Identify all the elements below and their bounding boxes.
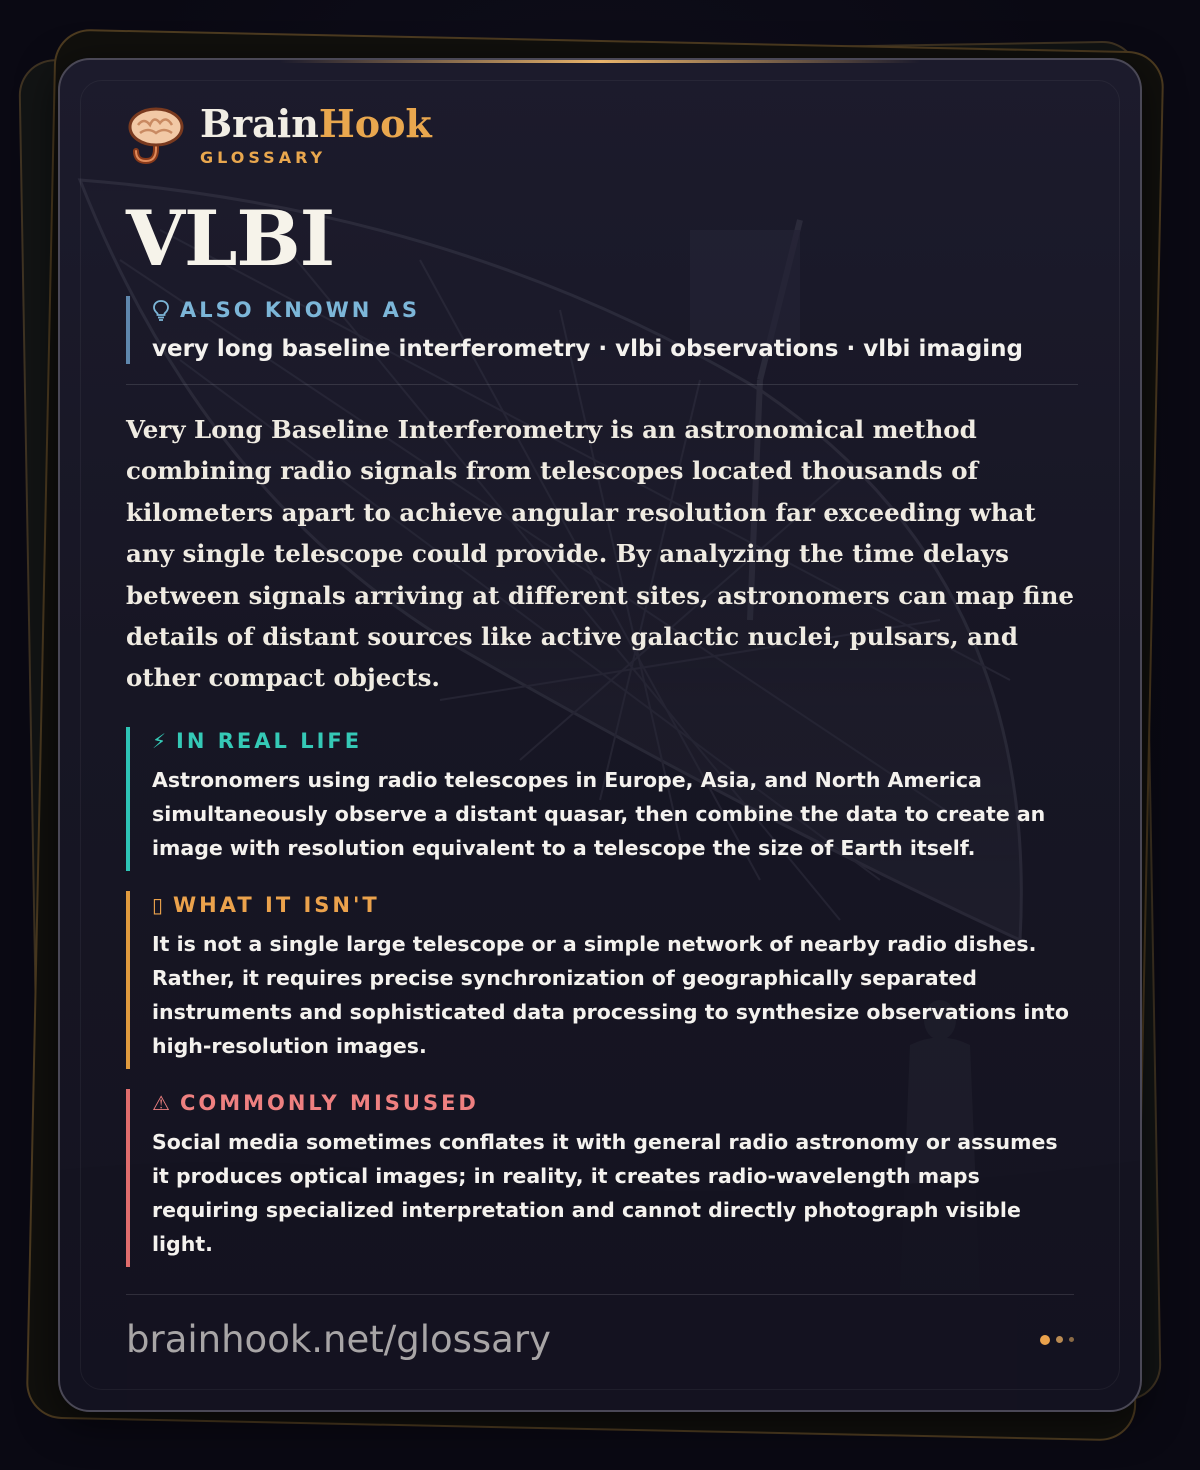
brand-name-accent: Hook bbox=[318, 100, 432, 146]
brand-name bbox=[200, 100, 432, 146]
card-content bbox=[126, 100, 1078, 1267]
footer-url-link[interactable]: brainhook.net/glossary bbox=[126, 1318, 551, 1361]
brand-name-main: Brain bbox=[200, 100, 319, 146]
also-known-as-list: very long baseline interferometry · vlbi observations · vlbi imaging bbox=[152, 336, 1024, 362]
lightning-icon: ⚡ bbox=[152, 728, 167, 753]
what-it-isnt-text: It is not a single large telescope or a simple network of nearby radio dishes. Rather, it requires precise synchronization of geographically separated instruments and sophisticated data processing to synthesize observations into high-resolution images. bbox=[152, 931, 1069, 1058]
missing-glyph-icon: ▯ bbox=[152, 892, 164, 917]
also-known-as-label: ALSO KNOWN AS bbox=[180, 298, 421, 322]
lightbulb-icon bbox=[152, 299, 170, 321]
in-real-life-text: Astronomers using radio telescopes in Europe, Asia, and North America simultaneously observe a distant quasar, then combine the data to create an image with resolution equivalent to a telescope the size of Earth itself. bbox=[152, 767, 1046, 860]
commonly-misused-section bbox=[126, 1089, 1078, 1267]
brand-subtitle: GLOSSARY bbox=[200, 147, 327, 167]
in-real-life-section bbox=[126, 727, 1078, 871]
commonly-misused-label: COMMONLY MISUSED bbox=[179, 1090, 479, 1115]
warning-icon: ⚠ bbox=[152, 1090, 170, 1115]
what-it-isnt-label: WHAT IT ISN'T bbox=[173, 892, 380, 917]
what-it-isnt-heading bbox=[152, 893, 1078, 917]
brain-hook-icon bbox=[126, 105, 186, 165]
section-divider bbox=[126, 384, 1078, 385]
pagination-dot bbox=[1069, 1337, 1074, 1342]
in-real-life-label: IN REAL LIFE bbox=[176, 728, 363, 753]
commonly-misused-heading bbox=[152, 1091, 1078, 1115]
in-real-life-heading bbox=[152, 729, 1078, 753]
also-known-as-section bbox=[126, 296, 1078, 364]
brand-header[interactable] bbox=[126, 100, 1078, 170]
glossary-term: VLBI bbox=[126, 194, 335, 283]
card-top-accent-line bbox=[280, 60, 920, 63]
pagination-dot-active bbox=[1040, 1335, 1050, 1345]
term-definition: Very Long Baseline Interferometry is an astronomical method combining radio signals from telescopes located thousands of kilometers apart to achieve angular resolution far exceeding what any single telescope could provide. By analyzing the time delays between signals arriving at different sites, astronomers can map fine details of distant sources like active galactic nuclei, pulsars, and other compact objects. bbox=[126, 415, 1075, 693]
pagination-dots bbox=[1034, 1335, 1074, 1345]
glossary-card bbox=[58, 58, 1142, 1412]
brand-text bbox=[200, 100, 432, 167]
commonly-misused-text: Social media sometimes conflates it with general radio astronomy or assumes it produces optical images; in reality, it creates radio-wavelength maps requiring specialized interpretation and cannot directly photograph visible light. bbox=[152, 1129, 1058, 1256]
what-it-isnt-section bbox=[126, 891, 1078, 1069]
card-footer bbox=[126, 1294, 1074, 1364]
also-known-as-heading bbox=[152, 298, 1078, 322]
pagination-dot bbox=[1056, 1336, 1063, 1343]
